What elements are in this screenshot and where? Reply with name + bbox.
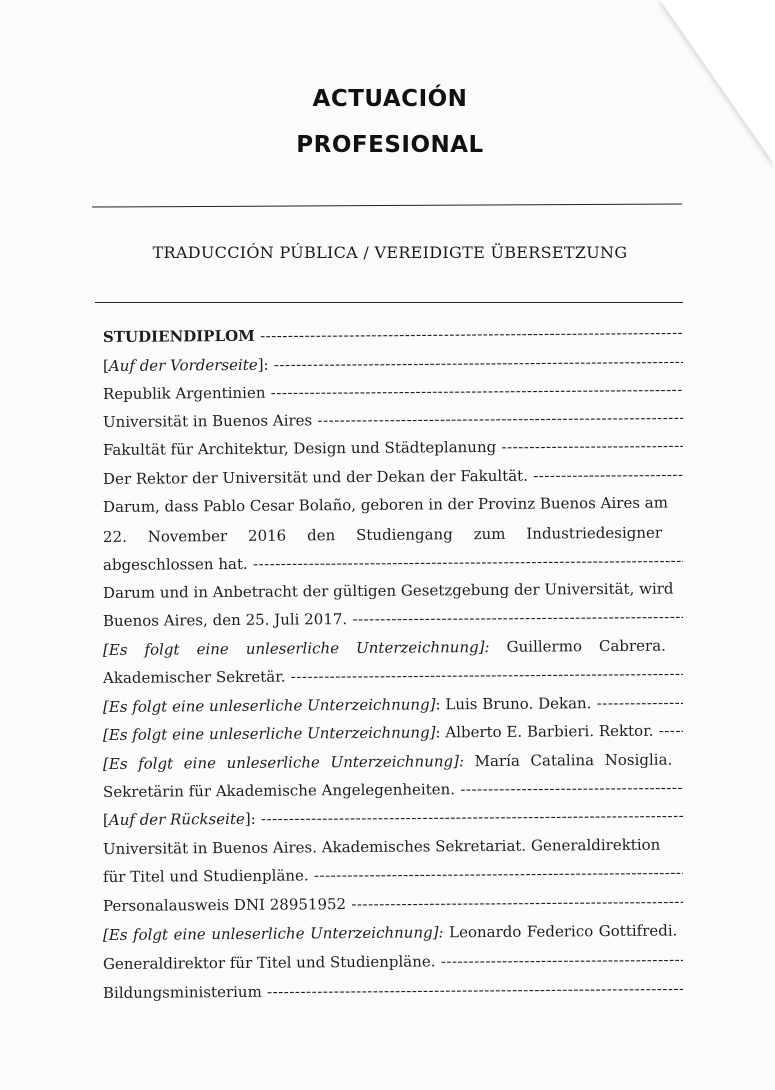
word: unleserliche (226, 753, 320, 773)
doc-line (103, 551, 683, 574)
signature-note: [Es folgt eine unleserliche Unterzeichnung] (102, 723, 436, 744)
word: Unterzeichnung]: (330, 752, 465, 772)
doc-line (103, 835, 683, 858)
word: 22. (102, 527, 127, 546)
word: November (147, 527, 228, 546)
word: eine (196, 640, 229, 659)
line-text: für Titel und Studienpläne. (102, 866, 309, 886)
line-text: Universität in Buenos Aires. Akademisches Sekretariat. Generaldirektion (102, 835, 661, 858)
doc-line (103, 950, 683, 973)
line-text: Personalausweis DNI 28951952 (102, 895, 347, 915)
doc-line (103, 693, 683, 716)
word: Studiengang (355, 525, 453, 545)
line-text: Universität in Buenos Aires (102, 411, 313, 431)
line-text: Republik Argentinien (102, 383, 266, 403)
doc-line-justified (103, 921, 683, 944)
word: [Es (102, 640, 128, 659)
line-text: Der Rektor der Universität und der Dekan der Fakultät. (102, 466, 528, 488)
word: Unterzeichnung]: (355, 637, 490, 658)
word: folgt (132, 925, 169, 944)
line-text: Bildungsministerium (102, 982, 262, 1002)
bracket-close: ]: (257, 355, 269, 374)
word: Nosiglia. (604, 750, 673, 770)
word: [Es (102, 754, 128, 773)
side-note: Auf der Vorderseite (108, 355, 258, 375)
divider-top (92, 203, 682, 207)
word: Cabrera. (598, 636, 666, 656)
doc-line (103, 892, 683, 915)
doc-line-justified (103, 750, 683, 773)
word: Federico (526, 922, 594, 941)
subtitle: TRADUCCIÓN PÚBLICA / VEREIDIGTE ÜBERSETZUNG (152, 243, 628, 262)
word: [Es (102, 925, 128, 944)
word: Catalina (530, 751, 595, 770)
doc-heading: STUDIENDIPLOM (102, 326, 255, 346)
line-text: abgeschlossen hat. (102, 554, 248, 574)
bracket-open: [ (102, 810, 109, 829)
line-text: Darum, dass Pablo Cesar Bolaño, geboren in der Provinz Buenos Aires am (102, 493, 669, 516)
doc-line-justified (103, 636, 683, 659)
word: María (474, 751, 520, 771)
doc-line (103, 778, 683, 801)
word: Industriedesigner (526, 523, 663, 543)
bracket-open: [ (102, 356, 109, 375)
word: unleserliche (211, 924, 305, 944)
line-text: Sekretärin für Akademische Angelegenheiten. (102, 780, 456, 801)
doc-line (103, 721, 683, 744)
word: unleserliche (245, 639, 340, 658)
word: Leonardo (449, 922, 522, 942)
doc-line (103, 436, 683, 459)
word: Unterzeichnung]: (310, 923, 444, 943)
divider-bottom (95, 302, 683, 303)
word: folgt (144, 640, 180, 659)
doc-line-justified (103, 523, 683, 546)
doc-line (103, 664, 683, 687)
signature-note: [Es folgt eine unleserliche Unterzeichnung] (102, 695, 436, 716)
word: Guillermo (506, 637, 583, 656)
doc-line (103, 979, 683, 1002)
doc-line (103, 493, 683, 516)
doc-line (103, 323, 683, 346)
word: folgt (138, 754, 174, 773)
doc-line (103, 806, 683, 829)
word: 2016 (247, 526, 287, 545)
line-text: : Luis Bruno. Dekan. (435, 694, 592, 714)
folded-corner (660, 0, 775, 165)
line-text: Buenos Aires, den 25. Juli 2017. (102, 610, 348, 630)
doc-line (103, 607, 683, 630)
word: eine (173, 925, 206, 944)
doc-line (103, 408, 683, 431)
word: Gottifredi. (598, 921, 678, 941)
line-text: Darum und in Anbetracht der gültigen Gesetzgebung der Universität, wird (102, 579, 674, 602)
line-text: Akademischer Sekretär. (102, 667, 286, 687)
word: zum (473, 524, 506, 544)
title-line-2: PROFESIONAL (296, 132, 484, 158)
line-text: Generaldirektor für Titel und Studienpläne. (102, 952, 436, 973)
doc-line (103, 352, 683, 375)
line-text: Fakultät für Architektur, Design und Städteplanung (102, 437, 497, 459)
word: eine (183, 754, 217, 773)
word: den (306, 526, 336, 545)
doc-line (103, 863, 683, 886)
bracket-close: ]: (244, 809, 256, 828)
line-text: : Alberto E. Barbieri. Rektor. (435, 721, 654, 742)
title-line-1: ACTUACIÓN (312, 86, 468, 112)
doc-line (103, 465, 683, 488)
doc-line (103, 579, 683, 602)
doc-line (103, 380, 683, 403)
side-note: Auf der Rückseite (108, 809, 245, 829)
